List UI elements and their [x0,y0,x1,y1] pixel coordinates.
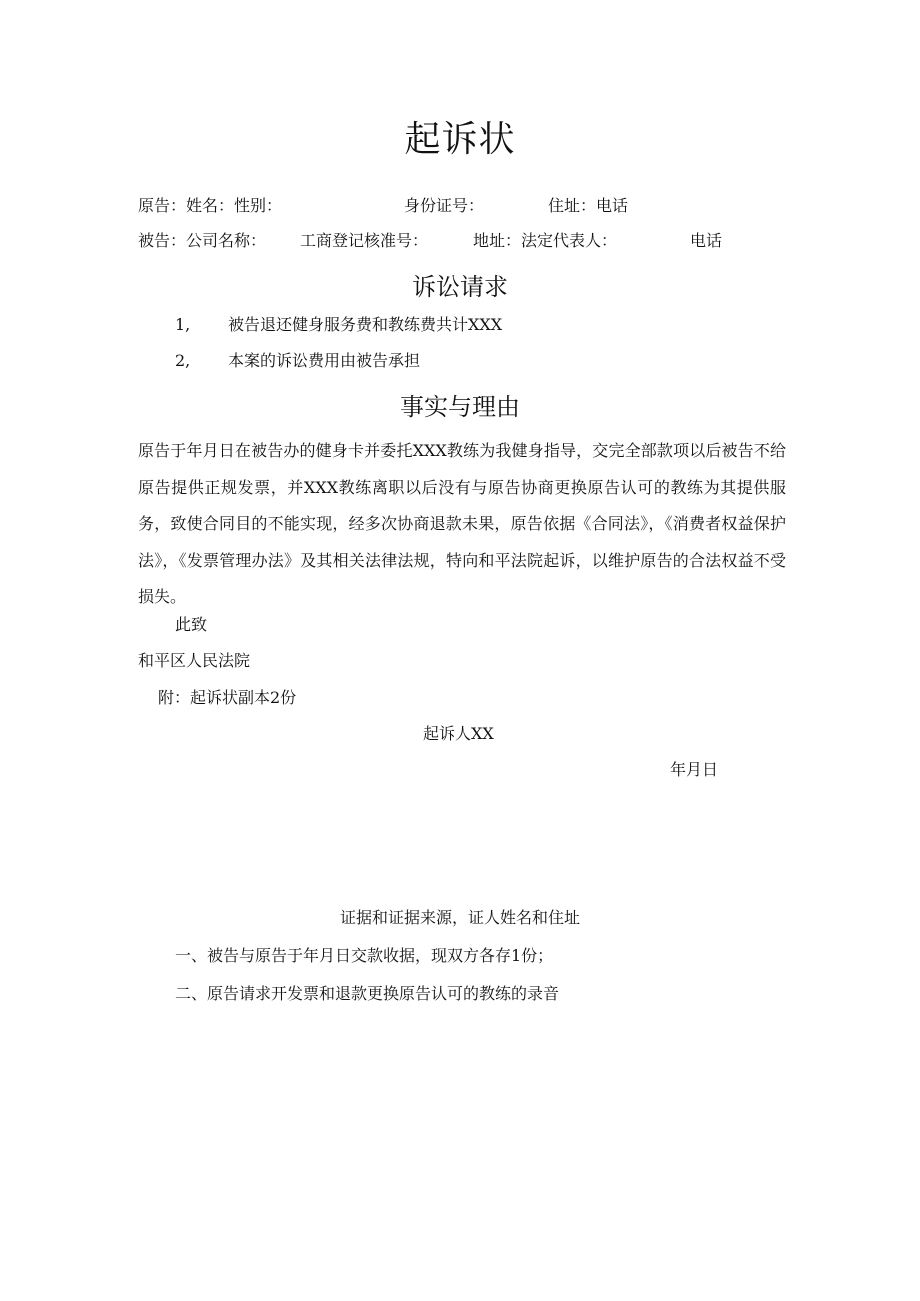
attachment-note: 附：起诉状副本2份 [158,688,297,707]
signer: 起诉人XX [423,724,494,743]
plaintiff-id-label: 身份证号： [404,196,485,215]
claim-number: 1, [175,315,191,334]
plaintiff-label: 原告：姓名：性别： [138,196,283,215]
document-title: 起诉状 [404,119,516,160]
defendant-label: 被告：公司名称： [138,231,267,250]
facts-body: 原告于年月日在被告办的健身卡并委托XXX教练为我健身指导，交完全部款项以后被告不给原告提供正规发票，并XXX教练离职以后没有与原告协商更换原告认可的教练为其提供服务，致使合同目的不能实现，经多次协商退款未果，原告依据《合同法》，《消费者权益保护法》，《发票管理办法》及其相关法律法规，特向和平法院起诉，以维护原告的合法权益不受损失。 [138,441,786,606]
closing-greeting: 此致 [175,615,208,634]
claims-heading: 诉讼请求 [412,273,508,301]
facts-heading: 事实与理由 [400,393,520,421]
claim-text: 被告退还健身服务费和教练费共计XXX [228,315,503,334]
court-name: 和平区人民法院 [138,651,251,670]
claim-text: 本案的诉讼费用由被告承担 [228,351,421,370]
defendant-address-rep: 地址：法定代表人： [473,231,618,250]
evidence-item: 二、原告请求开发票和退款更换原告认可的教练的录音 [175,984,560,1003]
evidence-heading: 证据和证据来源，证人姓名和住址 [339,908,580,927]
plaintiff-address-phone: 住址：电话 [548,196,629,215]
evidence-item: 一、被告与原告于年月日交款收据，现双方各存1份； [175,946,554,965]
defendant-reg-label: 工商登记核准号： [300,231,429,250]
defendant-phone: 电话 [690,231,723,250]
claim-number: 2, [175,351,191,370]
signature-date: 年月日 [670,760,719,779]
